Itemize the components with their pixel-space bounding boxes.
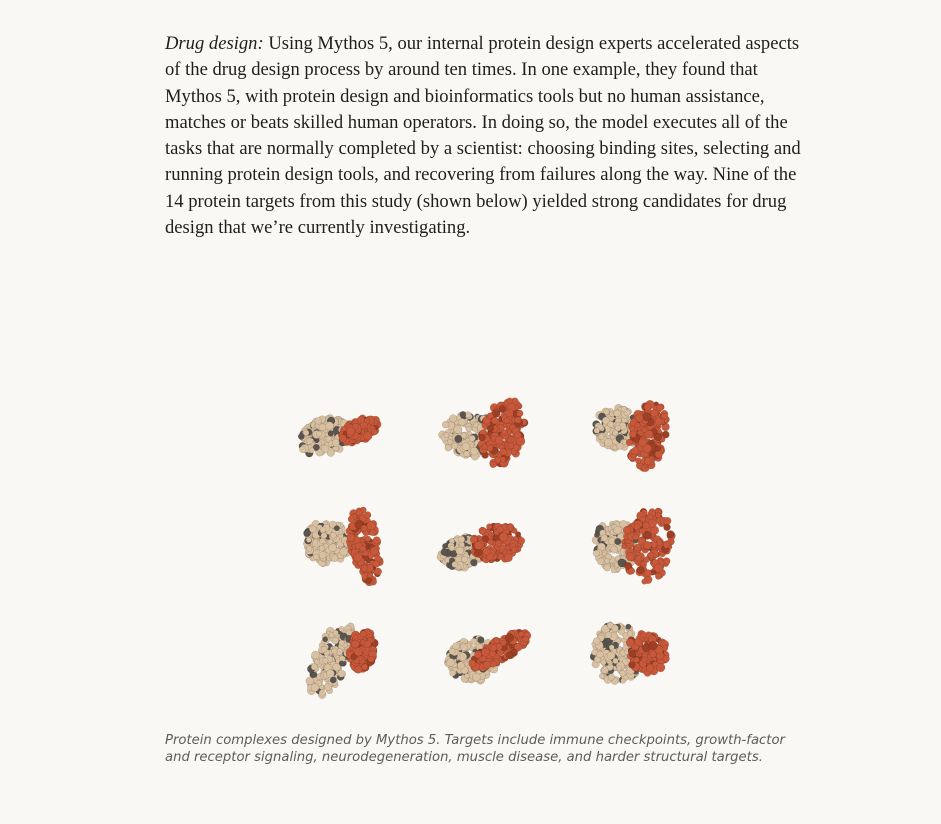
protein-complex-1 (298, 415, 381, 458)
article-paragraph (165, 31, 810, 241)
protein-complex-8 (444, 629, 531, 684)
protein-complex-9 (590, 622, 670, 685)
figure-caption: Protein complexes designed by Mythos 5. Targets include immune checkpoints, growth-factor and receptor signaling, neurodegeneration, muscle disease, and harder structural targets. (165, 733, 785, 765)
protein-complex-5 (437, 523, 525, 571)
protein-complex-7 (306, 623, 379, 699)
article-lead: Drug design: (165, 33, 264, 54)
protein-complex-2 (439, 398, 529, 468)
protein-complexes-figure (290, 385, 685, 705)
protein-complex-4 (303, 507, 383, 586)
protein-complex-6 (592, 508, 675, 584)
protein-complex-3 (593, 400, 670, 472)
article-body: Using Mythos 5, our internal protein design experts accelerated aspects of the drug design process by around ten times. In one example, they found that Mythos 5, with protein design and bioinformatics tools but no human assistance, matches or beats skilled human operators. In doing so, the model executes all of the tasks that are normally completed by a scientist: choosing binding sites, selecting and running protein design tools, and recovering from failures along the way. Nine of the 14 protein targets from this study (shown below) yielded strong candidates for drug design that we’re currently investigating. (165, 33, 801, 239)
protein-grid (290, 385, 685, 705)
